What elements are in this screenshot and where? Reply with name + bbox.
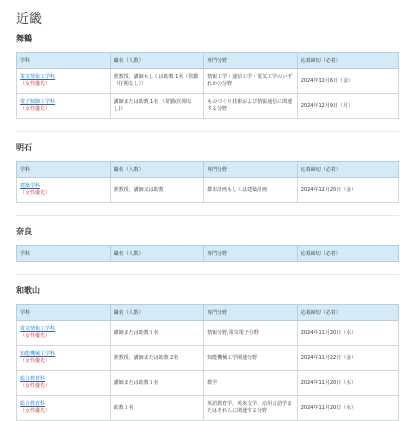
field-cell: 情報工学・通信工学・電気工学のいずれかの分野	[204, 69, 298, 94]
priority-note: （女性優先）	[20, 190, 51, 196]
recruitment-table	[16, 304, 399, 421]
dept-link[interactable]: 総合教育科	[20, 401, 46, 407]
position-cell: 准教授、講師又は助教	[110, 178, 204, 203]
recruitment-table	[16, 161, 399, 203]
table-row	[17, 346, 399, 371]
deadline-cell: 2024年11月22日（金）	[297, 346, 398, 371]
table-header-row	[17, 246, 399, 262]
city-name: 奈良	[16, 227, 32, 236]
header-deadline: 応募締切（必着）	[297, 162, 398, 178]
deadline-cell: 2024年11月20日（水）	[297, 396, 398, 421]
section-divider	[16, 274, 399, 275]
deadline-cell: 2024年12月20日（金）	[297, 178, 398, 203]
table-row	[17, 321, 399, 346]
header-position: 職名（人数）	[110, 305, 204, 321]
table-row	[17, 69, 399, 94]
field-cell: 英語教育学、英米文学、応用言語学またはそれらに関連する分野	[204, 396, 298, 421]
priority-note: （女性優先）	[20, 383, 51, 389]
field-cell: ものづくり技術および情報通信に関連する分野	[204, 94, 298, 119]
table-header-row	[17, 305, 399, 321]
header-position: 職名（人数）	[110, 246, 204, 262]
city-section	[16, 226, 399, 262]
dept-cell	[17, 346, 111, 371]
deadline-cell: 2024年12月6日（金）	[297, 69, 398, 94]
priority-note: （女性優先）	[20, 408, 51, 414]
header-field: 専門分野	[204, 53, 298, 69]
city-section	[16, 33, 399, 119]
city-section	[16, 285, 399, 421]
header-field: 専門分野	[204, 162, 298, 178]
header-deadline: 応募締切（必着）	[297, 53, 398, 69]
city-name: 舞鶴	[16, 34, 32, 43]
position-cell: 講師または助教１名	[110, 321, 204, 346]
header-dept: 学科	[17, 305, 111, 321]
dept-link[interactable]: 知能機械工学科	[20, 351, 56, 357]
position-cell: 准教授、講師もしくは助教 1名（常勤（任期なし））	[110, 69, 204, 94]
table-header-row	[17, 162, 399, 178]
field-cell: 都市計画もしくは建築計画	[204, 178, 298, 203]
dept-link[interactable]: 建築学科	[20, 183, 41, 189]
city-list	[16, 33, 399, 421]
position-cell: 講師または助教 1名 （常勤(任期なし)）	[110, 94, 204, 119]
table-row	[17, 94, 399, 119]
deadline-cell: 2024年11月20日（水）	[297, 371, 398, 396]
dept-link[interactable]: 電子制御工学科	[20, 99, 56, 105]
deadline-cell: 2024年12月9日（月）	[297, 94, 398, 119]
position-cell: 講師または助教１名	[110, 371, 204, 396]
header-field: 専門分野	[204, 246, 298, 262]
section-divider	[16, 131, 399, 132]
dept-cell	[17, 321, 111, 346]
field-cell: 情報分野,電気電子分野	[204, 321, 298, 346]
header-field: 専門分野	[204, 305, 298, 321]
dept-cell	[17, 69, 111, 94]
dept-link[interactable]: 総合教育科	[20, 376, 46, 382]
deadline-cell: 2024年11月20日（水）	[297, 321, 398, 346]
table-row	[17, 178, 399, 203]
section-divider	[16, 215, 399, 216]
header-position: 職名（人数）	[110, 53, 204, 69]
header-dept: 学科	[17, 53, 111, 69]
recruitment-table	[16, 245, 399, 262]
position-cell: 准教授、講師または助教 2名	[110, 346, 204, 371]
dept-cell	[17, 371, 111, 396]
header-deadline: 応募締切（必着）	[297, 246, 398, 262]
table-row	[17, 371, 399, 396]
priority-note: （女性優先）	[20, 106, 51, 112]
priority-note: （女性優先）	[20, 358, 51, 364]
dept-cell	[17, 396, 111, 421]
field-cell: 数学	[204, 371, 298, 396]
city-name: 明石	[16, 143, 32, 152]
priority-note: （女性優先）	[20, 81, 51, 87]
position-cell: 助教１名	[110, 396, 204, 421]
recruitment-table	[16, 52, 399, 119]
header-dept: 学科	[17, 246, 111, 262]
header-deadline: 応募締切（必着）	[297, 305, 398, 321]
header-dept: 学科	[17, 162, 111, 178]
table-header-row	[17, 53, 399, 69]
city-section	[16, 142, 399, 203]
table-row	[17, 396, 399, 421]
dept-link[interactable]: 電気情報工学科	[20, 74, 56, 80]
priority-note: （女性優先）	[20, 333, 51, 339]
header-position: 職名（人数）	[110, 162, 204, 178]
field-cell: 知能機械工学関連分野	[204, 346, 298, 371]
dept-cell	[17, 178, 111, 203]
dept-link[interactable]: 電気情報工学科	[20, 326, 56, 332]
dept-cell	[17, 94, 111, 119]
region-title: 近畿	[16, 12, 43, 27]
city-name: 和歌山	[16, 286, 40, 295]
